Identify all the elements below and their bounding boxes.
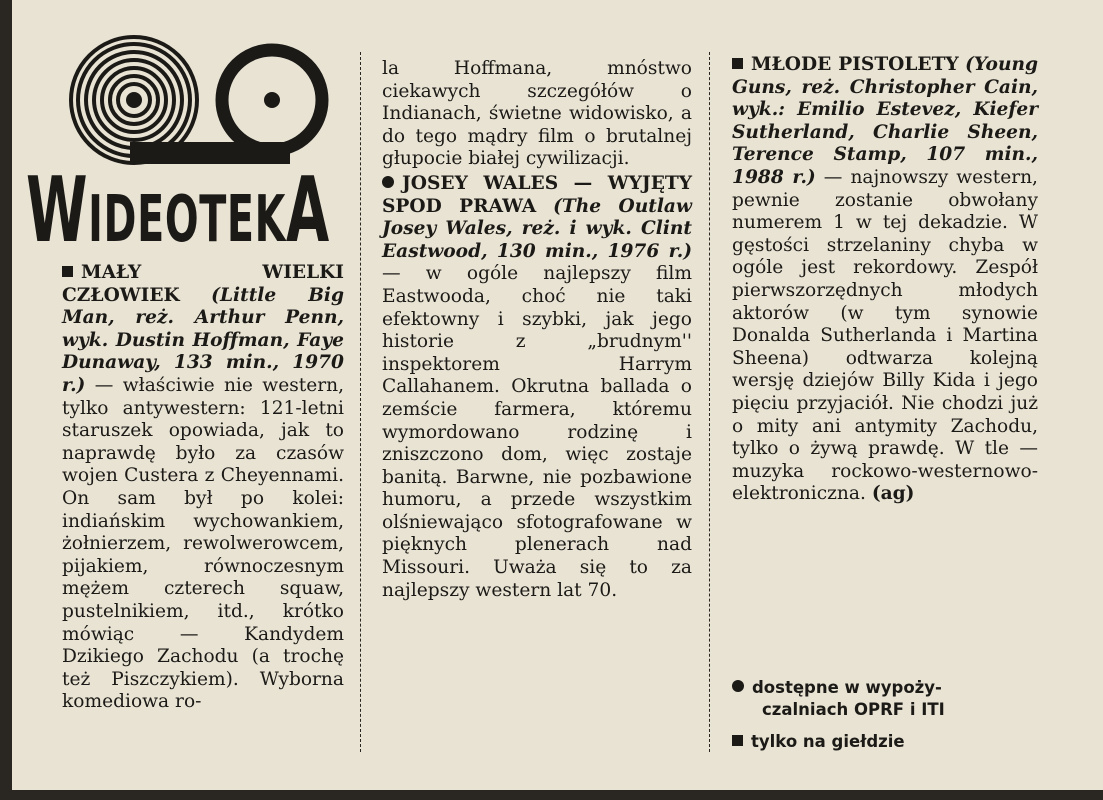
bottom-edge-border [0,790,1103,800]
column-divider [360,52,361,752]
square-bullet-icon [62,266,73,277]
legend-text: dostępne w wypoży- [752,678,942,697]
article-body: — najnowszy western, pewnie zostanie obwołany numerem 1 w tej dekadzie. W gęstości strzelaniny chyba w ogóle jest rekordowy. Zespół pierwszorzędnych młodych aktorów (w tym synowie Donalda Sutherlanda i Martina Sheena) odtwarza kolejną wersję dziejów Billy Kida i jego pięciu przyjaciół. Nie chodzi już o mity ani antymity Zachodu, tylko o żywą prawdę. W tle — muzyka rockowo-westernowo-elektroniczna. [732,166,1038,505]
square-bullet-icon [732,735,743,746]
legend-exchange-only [732,731,1038,753]
legend-available-rental [732,677,1038,721]
legend-text: tylko na giełdzie [751,732,905,751]
square-bullet-icon [732,58,743,69]
article-body: — właściwie nie western, tylko antywestern: 121-letni staruszek opowiada, jak to naprawdę było za czasów wojen Custera z Cheyennami. On sam był po kolei: indiańskim wychowankiem, żołnierzem, rewolwerowcem, pijakiem, równoczesnym mężem czterech squaw, pustelnikiem, itd., krótko mówiąc — Kandydem Dzikiego Zachodu (a trochę też Piszczykiem). Wyborna komediowa ro- [62,374,344,713]
film-reel-icon [22,30,344,170]
left-edge-border [0,0,12,800]
article-column-2 [382,58,692,602]
column-divider [709,52,710,752]
section-logo [22,30,344,263]
article-josey-wales [382,173,692,602]
article-title: MŁODE PISTOLETY [751,54,959,75]
round-bullet-icon [732,680,744,692]
article-credits: (Young Guns, reż. Christopher Cain, wyk.: Emilio Estevez, Kiefer Sutherland, Charlie Sheen, Terence Stamp, 107 min., 1988 r.) [732,54,1038,188]
section-title: WIDEOTEKA [26,158,330,263]
legend-text: czalniach OPRF i ITI [762,700,945,719]
article-mlode-pistolety [732,54,1038,506]
article-body-continued: la Hoffmana, mnóstwo ciekawych szczegółów o Indianach, świetne widowisko, a do tego mądry film o brutalnej głupocie białej cywilizacji. [382,58,692,170]
article-credits: (Little Big Man, reż. Arthur Penn, wyk. Dustin Hoffman, Faye Dunaway, 133 min., 1970 r.) [62,284,344,396]
author-signature: (ag) [871,483,915,505]
article-maly-wielki-czlowiek [62,262,344,714]
round-bullet-icon [382,176,394,188]
article-body: — w ogóle najlepszy film Eastwooda, choć nie taki efektowny i szybki, jak jego historie z „brudnym'' inspektorem Harrym Callahanem. Okrutna ballada o zemście farmera, któremu wymordowano rodzinę i zniszczono dom, więc zostaje banitą. Barwne, nie pozbawione humoru, a przede wszystkim olśniewająco sfotografowane w pięknych plenerach nad Missouri. Uważa się to za najlepszy western lat 70. [382,263,692,601]
article-credits: (The Outlaw Josey Wales, reż. i wyk. Clint Eastwood, 130 min., 1976 r.) [382,195,692,262]
article-title: JOSEY WALES — WYJĘTY SPOD PRAWA [382,172,692,217]
article-title: MAŁY WIELKI CZŁOWIEK [62,262,344,306]
